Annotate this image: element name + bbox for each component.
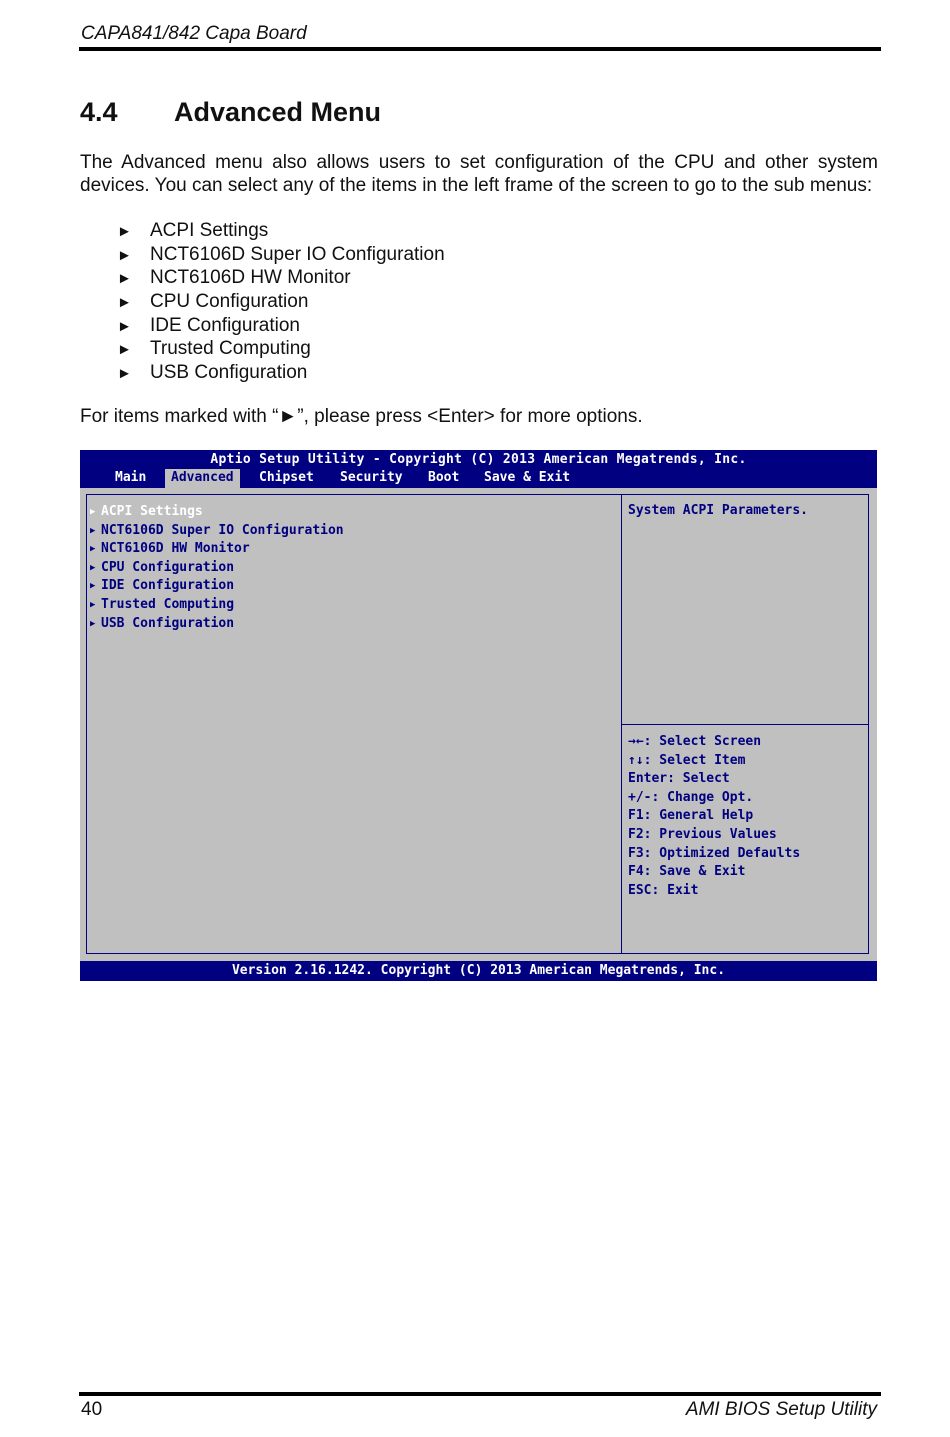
triangle-right-icon: ▶ xyxy=(90,618,96,629)
key-help-line: Enter: Select xyxy=(628,771,730,787)
section-number: 4.4 xyxy=(80,97,118,127)
key-help-line: F1: General Help xyxy=(628,808,754,824)
enter-note: For items marked with “►”, please press <Enter> for more options. xyxy=(80,406,643,427)
page-number: 40 xyxy=(81,1399,103,1420)
triangle-right-icon: ▶ xyxy=(90,544,96,555)
bios-item-usb-configuration[interactable]: ▶ USB Configuration xyxy=(90,615,344,634)
list-item: ► NCT6106D HW Monitor xyxy=(117,266,445,290)
arrow-icon: ► xyxy=(117,365,132,383)
key-help-line: F4: Save & Exit xyxy=(628,864,746,880)
arrow-icon: ► xyxy=(117,294,132,312)
running-footer-title: AMI BIOS Setup Utility xyxy=(685,1399,877,1420)
running-header-title: CAPA841/842 Capa Board xyxy=(81,23,307,44)
footer-rule xyxy=(79,1392,881,1396)
bios-item-hw-monitor[interactable]: ▶ NCT6106D HW Monitor xyxy=(90,540,344,559)
bios-item-trusted-computing[interactable]: ▶ Trusted Computing xyxy=(90,596,344,615)
bios-help-text: System ACPI Parameters. xyxy=(628,503,809,518)
bios-horizontal-divider xyxy=(622,724,869,725)
section-heading xyxy=(80,97,381,128)
arrow-icon: ► xyxy=(117,270,132,288)
list-item: ► USB Configuration xyxy=(117,361,445,385)
key-help-line: ESC: Exit xyxy=(628,882,699,898)
tab-boot[interactable]: Boot xyxy=(428,470,460,485)
list-item: ► Trusted Computing xyxy=(117,337,445,361)
triangle-right-icon: ▶ xyxy=(90,507,96,517)
arrow-icon: ► xyxy=(117,341,132,359)
header-rule xyxy=(79,47,881,51)
key-help-line: F3: Optimized Defaults xyxy=(628,845,801,861)
bios-version-bar: Version 2.16.1242. Copyright (C) 2013 American Megatrends, Inc. xyxy=(80,961,877,981)
arrow-icon: ► xyxy=(117,223,132,240)
list-item: ► ACPI Settings xyxy=(117,219,445,243)
tab-advanced[interactable]: Advanced xyxy=(165,469,240,488)
triangle-right-icon: ▶ xyxy=(90,525,96,536)
key-help-line: F2: Previous Values xyxy=(628,826,777,842)
bios-utility-title: Aptio Setup Utility - Copyright (C) 2013 American Megatrends, Inc. xyxy=(210,452,747,467)
bios-title-bar xyxy=(80,450,877,488)
bios-screenshot xyxy=(80,450,877,981)
tab-save-exit[interactable]: Save & Exit xyxy=(484,470,571,485)
key-help-line: →←: Select Screen xyxy=(628,734,762,749)
submenu-list xyxy=(117,219,445,385)
bios-item-ide-configuration[interactable]: ▶ IDE Configuration xyxy=(90,577,344,596)
list-item: ► IDE Configuration xyxy=(117,314,445,338)
triangle-right-icon: ▶ xyxy=(90,581,96,592)
bios-menu-list xyxy=(90,503,344,633)
list-item: ► NCT6106D Super IO Configuration xyxy=(117,243,445,267)
tab-main[interactable]: Main xyxy=(115,470,147,485)
bios-item-cpu-configuration[interactable]: ▶ CPU Configuration xyxy=(90,559,344,578)
key-help-line: +/-: Change Opt. xyxy=(628,789,754,805)
list-item: ► CPU Configuration xyxy=(117,290,445,314)
tab-security[interactable]: Security xyxy=(340,470,403,485)
key-help-line: ↑↓: Select Item xyxy=(628,752,746,768)
bios-item-acpi-settings[interactable]: ▶ ACPI Settings xyxy=(90,503,344,522)
section-title: Advanced Menu xyxy=(174,97,382,127)
bios-item-super-io[interactable]: ▶ NCT6106D Super IO Configuration xyxy=(90,522,344,541)
bios-key-legend xyxy=(628,733,800,900)
bios-tab-bar xyxy=(80,469,877,488)
arrow-icon: ► xyxy=(117,246,132,264)
arrow-icon: ► xyxy=(117,317,132,335)
tab-chipset[interactable]: Chipset xyxy=(259,470,314,485)
triangle-right-icon: ▶ xyxy=(90,599,96,610)
intro-paragraph: The Advanced menu also allows users to set configuration of the CPU and other system devices. You can select any of the items in the left frame of the screen to go to the sub menus: xyxy=(80,152,878,196)
triangle-right-icon: ▶ xyxy=(90,562,96,573)
